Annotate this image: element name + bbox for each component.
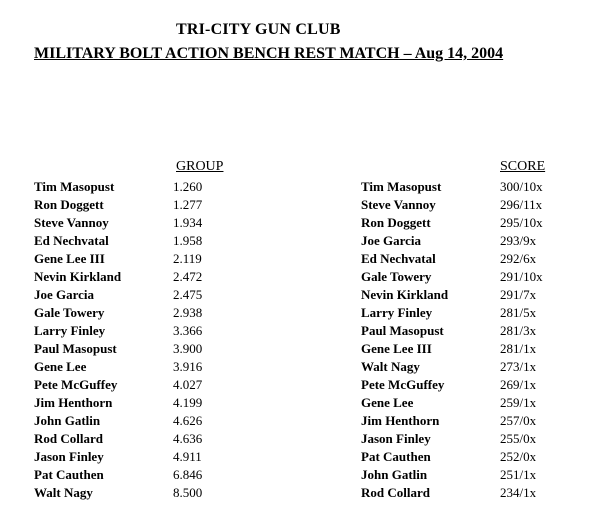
score-result-row xyxy=(361,268,581,286)
group-result-row-name: Pat Cauthen xyxy=(34,467,104,482)
group-result-row-name: Pete McGuffey xyxy=(34,377,118,392)
score-result-row-value: 296/11x xyxy=(500,197,543,212)
score-result-row-name: Gale Towery xyxy=(361,269,432,284)
group-result-row xyxy=(34,466,254,484)
score-result-row xyxy=(361,466,581,484)
group-results-list xyxy=(34,178,254,502)
score-result-row-name: Pete McGuffey xyxy=(361,377,445,392)
group-result-row-value: 4.027 xyxy=(173,377,203,392)
group-result-row xyxy=(34,448,254,466)
group-result-row-value: 3.916 xyxy=(173,359,203,374)
score-result-row-value: 295/10x xyxy=(500,215,543,230)
group-result-row xyxy=(34,268,254,286)
group-result-row xyxy=(34,430,254,448)
score-result-row xyxy=(361,394,581,412)
score-result-row-name: Paul Masopust xyxy=(361,323,444,338)
group-result-row-value: 1.934 xyxy=(173,215,203,230)
score-result-row-name: Jim Henthorn xyxy=(361,413,440,428)
group-result-row-value: 2.119 xyxy=(173,251,202,266)
group-result-row xyxy=(34,286,254,304)
score-result-row xyxy=(361,304,581,322)
group-result-row xyxy=(34,214,254,232)
score-result-row xyxy=(361,340,581,358)
group-result-row xyxy=(34,178,254,196)
score-result-row-name: Gene Lee III xyxy=(361,341,432,356)
group-result-row-value: 8.500 xyxy=(173,485,203,500)
group-result-row-value: 4.911 xyxy=(173,449,202,464)
group-result-row xyxy=(34,358,254,376)
group-result-row-value: 6.846 xyxy=(173,467,203,482)
group-result-row xyxy=(34,304,254,322)
group-result-row-value: 4.199 xyxy=(173,395,203,410)
group-result-row-name: John Gatlin xyxy=(34,413,101,428)
score-result-row xyxy=(361,448,581,466)
group-result-row-value: 3.366 xyxy=(173,323,203,338)
group-result-row-value: 4.636 xyxy=(173,431,203,446)
group-result-row-name: Larry Finley xyxy=(34,323,106,338)
score-result-row-value: 259/1x xyxy=(500,395,537,410)
group-result-row-name: Nevin Kirkland xyxy=(34,269,122,284)
score-result-row xyxy=(361,196,581,214)
group-result-row-value: 4.626 xyxy=(173,413,203,428)
score-result-row-value: 281/1x xyxy=(500,341,537,356)
score-result-row xyxy=(361,232,581,250)
group-result-row xyxy=(34,232,254,250)
score-result-row-value: 291/7x xyxy=(500,287,537,302)
group-result-row-name: Paul Masopust xyxy=(34,341,117,356)
score-result-row xyxy=(361,286,581,304)
group-result-row-value: 1.277 xyxy=(173,197,203,212)
group-result-row-name: Gale Towery xyxy=(34,305,105,320)
group-result-row xyxy=(34,394,254,412)
score-result-row-name: Walt Nagy xyxy=(361,359,420,374)
score-result-row xyxy=(361,214,581,232)
score-result-row-name: Steve Vannoy xyxy=(361,197,436,212)
score-result-row-name: Ron Doggett xyxy=(361,215,431,230)
score-result-row-value: 300/10x xyxy=(500,179,543,194)
group-result-row-value: 2.938 xyxy=(173,305,203,320)
score-result-row-name: Pat Cauthen xyxy=(361,449,431,464)
group-result-row-name: Jim Henthorn xyxy=(34,395,113,410)
match-title: MILITARY BOLT ACTION BENCH REST MATCH – Aug 14, 2004 xyxy=(34,45,504,62)
score-result-row-value: 281/5x xyxy=(500,305,537,320)
group-result-row xyxy=(34,340,254,358)
group-result-row-value: 3.900 xyxy=(173,341,203,356)
group-result-row-name: Walt Nagy xyxy=(34,485,93,500)
group-result-row-name: Joe Garcia xyxy=(34,287,95,302)
group-result-row-name: Steve Vannoy xyxy=(34,215,109,230)
score-result-row-value: 255/0x xyxy=(500,431,537,446)
score-result-row-name: Ed Nechvatal xyxy=(361,251,436,266)
group-result-row-name: Gene Lee xyxy=(34,359,87,374)
score-result-row xyxy=(361,430,581,448)
score-result-row-name: Joe Garcia xyxy=(361,233,422,248)
group-result-row xyxy=(34,196,254,214)
score-result-row xyxy=(361,484,581,502)
score-result-row-value: 269/1x xyxy=(500,377,537,392)
score-result-row-name: Nevin Kirkland xyxy=(361,287,449,302)
group-result-row xyxy=(34,322,254,340)
group-result-row-value: 1.958 xyxy=(173,233,203,248)
score-result-row-value: 292/6x xyxy=(500,251,537,266)
group-result-row-value: 2.472 xyxy=(173,269,203,284)
score-result-row-value: 234/1x xyxy=(500,485,537,500)
group-result-row-name: Rod Collard xyxy=(34,431,103,446)
score-result-row xyxy=(361,322,581,340)
score-result-row xyxy=(361,358,581,376)
group-result-row xyxy=(34,250,254,268)
score-result-row-value: 293/9x xyxy=(500,233,537,248)
score-result-row-value: 251/1x xyxy=(500,467,537,482)
group-result-row-name: Gene Lee III xyxy=(34,251,105,266)
group-result-row-value: 2.475 xyxy=(173,287,203,302)
group-result-row-name: Tim Masopust xyxy=(34,179,115,194)
score-result-row-name: Tim Masopust xyxy=(361,179,442,194)
score-column-header: SCORE xyxy=(500,159,546,174)
score-result-row-name: Gene Lee xyxy=(361,395,414,410)
score-result-row xyxy=(361,412,581,430)
score-result-row-name: Larry Finley xyxy=(361,305,433,320)
group-result-row-name: Jason Finley xyxy=(34,449,104,464)
group-result-row xyxy=(34,376,254,394)
score-result-row-value: 252/0x xyxy=(500,449,537,464)
score-result-row xyxy=(361,178,581,196)
score-result-row-value: 273/1x xyxy=(500,359,537,374)
group-column-header: GROUP xyxy=(176,159,224,174)
group-result-row-name: Ron Doggett xyxy=(34,197,104,212)
score-result-row-value: 281/3x xyxy=(500,323,537,338)
score-result-row-name: Jason Finley xyxy=(361,431,431,446)
score-result-row xyxy=(361,250,581,268)
score-result-row xyxy=(361,376,581,394)
group-result-row xyxy=(34,412,254,430)
group-result-row-value: 1.260 xyxy=(173,179,203,194)
score-results-list xyxy=(361,178,581,502)
score-result-row-value: 291/10x xyxy=(500,269,543,284)
group-result-row-name: Ed Nechvatal xyxy=(34,233,109,248)
score-result-row-name: Rod Collard xyxy=(361,485,430,500)
group-result-row xyxy=(34,484,254,502)
score-result-row-value: 257/0x xyxy=(500,413,537,428)
club-title: TRI-CITY GUN CLUB xyxy=(176,21,341,38)
score-result-row-name: John Gatlin xyxy=(361,467,428,482)
